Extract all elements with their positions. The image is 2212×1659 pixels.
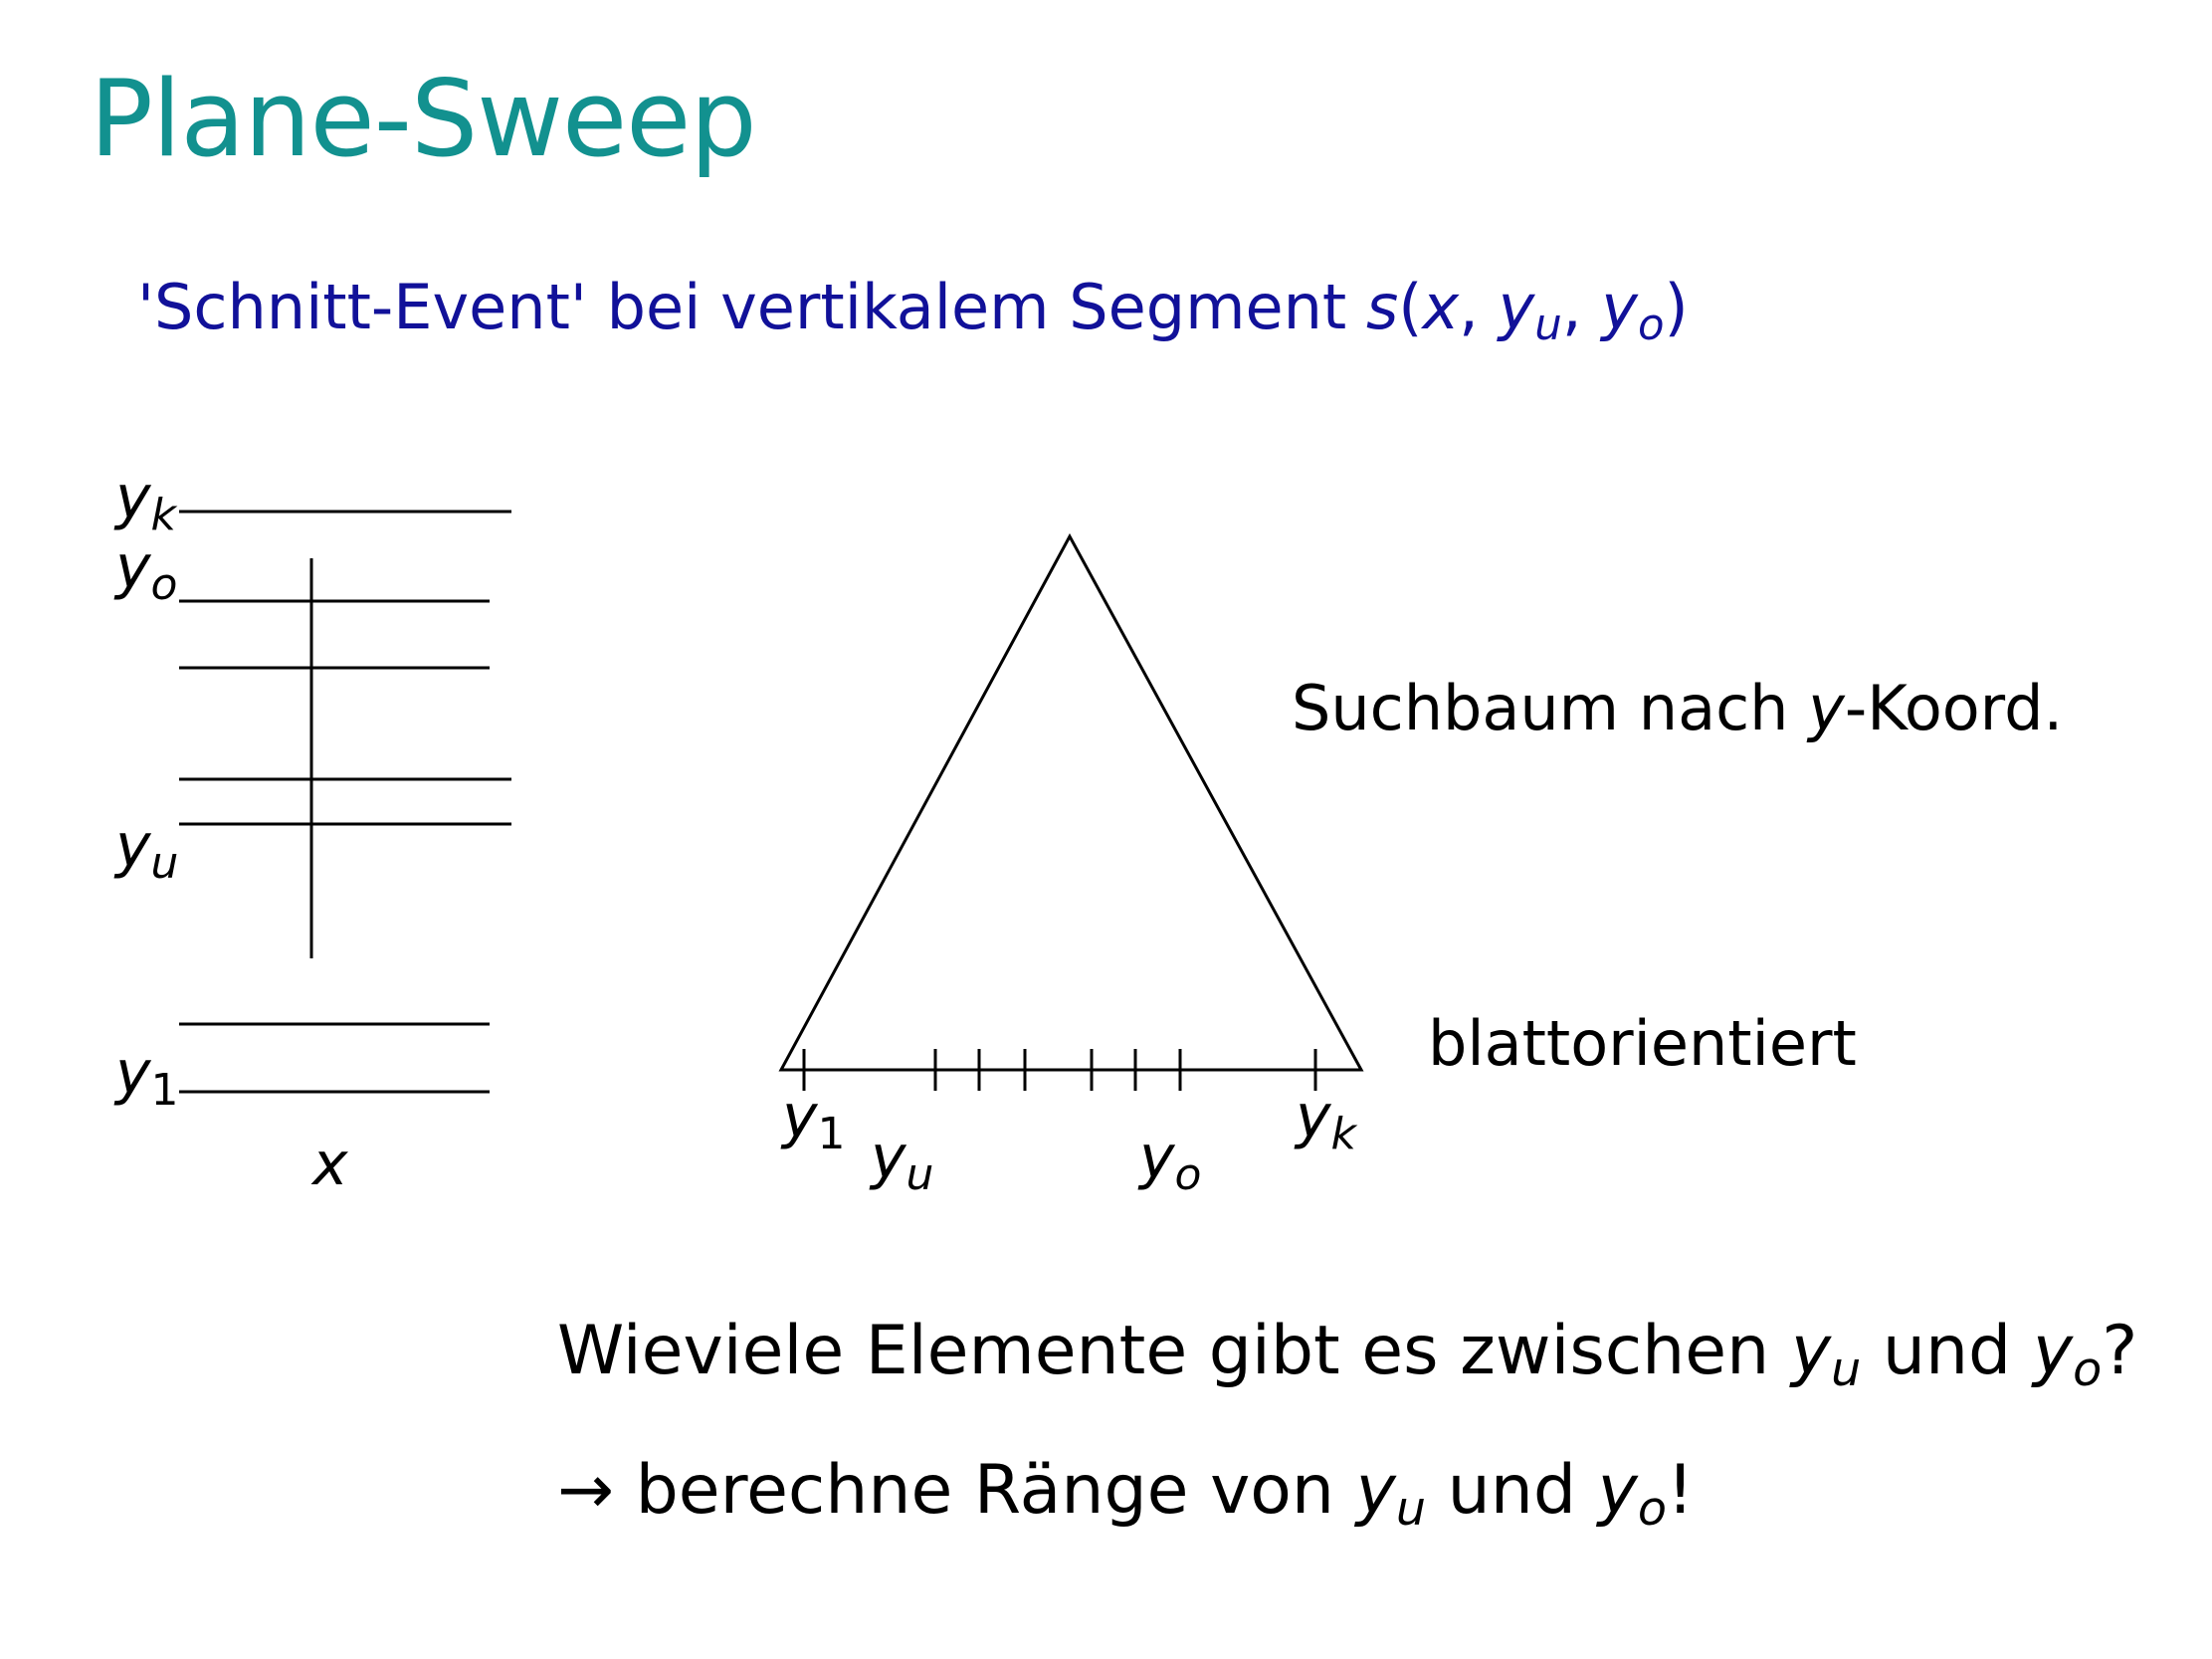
left-label-yo: $y_o$ — [115, 532, 178, 610]
subtitle-comma1: , — [1459, 271, 1499, 343]
suchbaum-var: y — [1808, 672, 1845, 744]
left-label-yk: $y_k$ — [115, 463, 176, 540]
page-title: Plane-Sweep — [90, 58, 756, 180]
answer-yu-sub: u — [1395, 1481, 1427, 1537]
tree-label-yu: $y_u$ — [871, 1123, 934, 1200]
tree-label-y1: $y_1$ — [782, 1082, 846, 1159]
horizontal-segments — [179, 512, 511, 1092]
left-label-x: x — [312, 1130, 348, 1199]
answer-yu: y — [1355, 1451, 1396, 1530]
subtitle-open: ( — [1398, 271, 1423, 343]
search-tree-triangle — [781, 536, 1361, 1070]
arrow-icon: → — [557, 1451, 614, 1530]
tree-label-yo: $y_o$ — [1139, 1123, 1202, 1200]
question-yo: y — [2032, 1312, 2074, 1390]
answer-yo: y — [1597, 1451, 1638, 1530]
subtitle-fn: s — [1365, 271, 1399, 343]
answer-line — [557, 1451, 1695, 1537]
suchbaum-pre: Suchbaum nach — [1292, 672, 1809, 744]
answer-end: ! — [1667, 1451, 1695, 1530]
question-yo-sub: o — [2073, 1342, 2103, 1397]
answer-yo-sub: o — [1637, 1481, 1668, 1537]
question-und: und — [1861, 1312, 2033, 1390]
left-label-yu: $y_u$ — [115, 811, 179, 889]
question-end: ? — [2102, 1312, 2138, 1390]
subtitle-prefix: 'Schnitt-Event' bei vertikalem Segment — [137, 271, 1366, 343]
question-yu-sub: u — [1831, 1342, 1862, 1397]
leaf-oriented-caption: blattorientiert — [1428, 1007, 1857, 1080]
subtitle-yo-sub: o — [1637, 300, 1665, 350]
left-label-y1: $y_1$ — [115, 1038, 179, 1116]
answer-pre: berechne Ränge von — [613, 1451, 1356, 1530]
subtitle-yo: y — [1601, 271, 1638, 343]
question-pre: Wieviele Elemente gibt es zwischen — [557, 1312, 1791, 1390]
subtitle-close: ) — [1664, 271, 1689, 343]
question-yu: y — [1790, 1312, 1832, 1390]
answer-und: und — [1426, 1451, 1598, 1530]
subtitle-comma2: , — [1561, 271, 1602, 343]
tree-label-yk: $y_k$ — [1296, 1082, 1356, 1159]
suchbaum-post: -Koord. — [1844, 672, 2064, 744]
subtitle-x: x — [1422, 271, 1460, 343]
question-line — [557, 1312, 2138, 1397]
search-tree-caption — [1292, 672, 2063, 744]
subtitle-yu: y — [1498, 271, 1535, 343]
subtitle-yu-sub: u — [1534, 300, 1562, 350]
